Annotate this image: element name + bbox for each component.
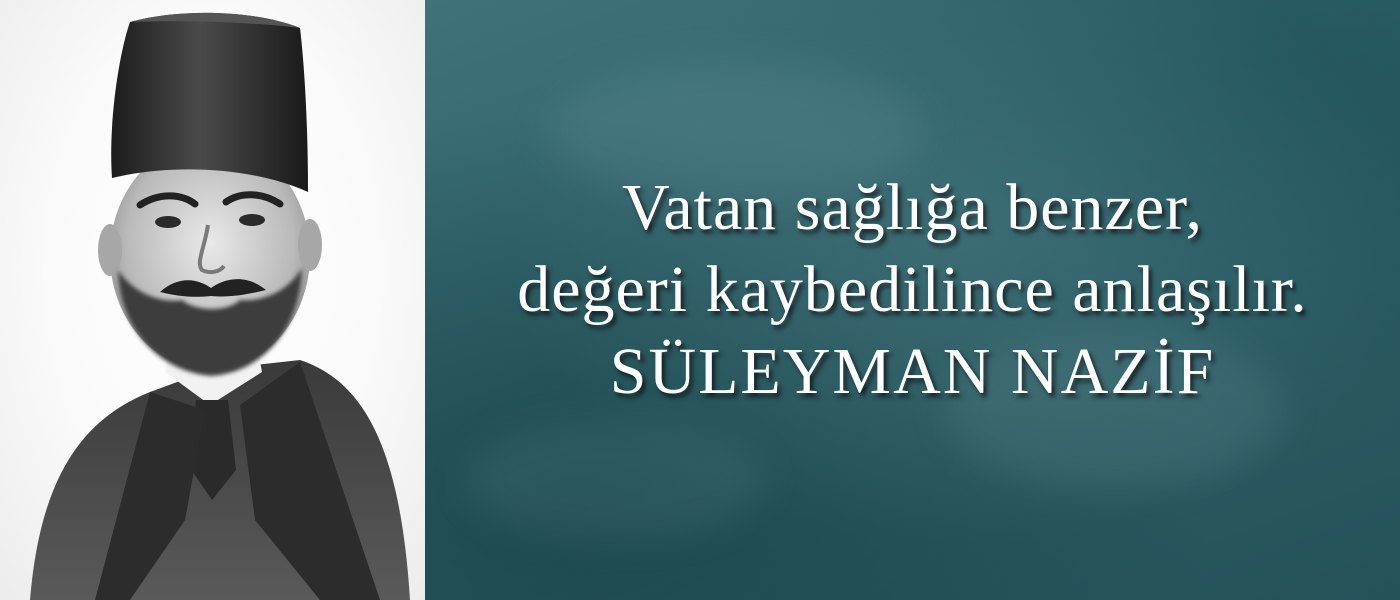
portrait-photo [0, 0, 425, 600]
fez-hat [111, 13, 308, 192]
quote-author: SÜLEYMAN NAZİF [609, 335, 1216, 408]
quote-text-block [425, 0, 1400, 600]
quote-line-2: değeri kaybedilince anlaşılır. [517, 253, 1308, 326]
chalkboard-background [425, 0, 1400, 600]
quote-line-1: Vatan sağlığa benzer, [622, 171, 1203, 244]
portrait-illustration [0, 0, 425, 600]
